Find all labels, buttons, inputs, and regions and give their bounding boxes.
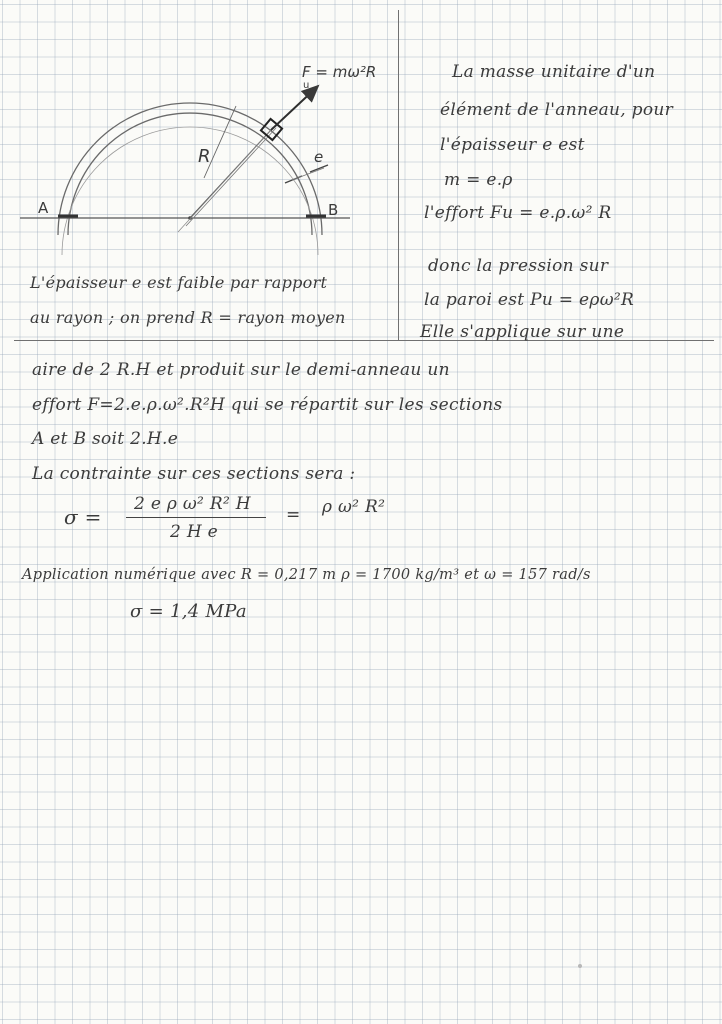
body-line-1: Elle s'applique sur une [420, 322, 625, 342]
note-right-4: m = e.ρ [444, 170, 513, 190]
note-right-2: élément de l'anneau, pour [440, 100, 674, 120]
force-arrow [271, 86, 318, 130]
ring-faint-arc [62, 127, 318, 255]
body-line-3: effort F=2.e.ρ.ω².R²H qui se répartit sur les sections [32, 395, 503, 415]
point-b-label: B [328, 201, 339, 219]
note-left-1: L'épaisseur e est faible par rapport [30, 273, 328, 292]
formula-numerator: 2 e ρ ω² R² H [134, 494, 251, 514]
paper-speck [578, 964, 582, 968]
force-label: F = mω²R [302, 63, 377, 81]
body-line-4: A et B soit 2.H.e [32, 429, 179, 449]
formula-equals: = [286, 505, 301, 525]
formula-sigma: σ = [64, 505, 102, 529]
body-line-5: La contrainte sur ces sections sera : [32, 464, 356, 484]
note-right-5: l'effort Fu = e.ρ.ω² R [424, 203, 612, 223]
formula-denominator: 2 H e [170, 522, 219, 542]
force-subscript: u [303, 80, 310, 91]
note-right-3: l'épaisseur e est [440, 135, 585, 155]
note-right-6: donc la pression sur [428, 256, 609, 276]
application-result: σ = 1,4 MPa [130, 601, 247, 622]
body-line-2: aire de 2 R.H et produit sur le demi-anneau un [32, 360, 450, 380]
application-line: Application numérique avec R = 0,217 m ρ = 1700 kg/m³ et ω = 157 rad/s [22, 567, 591, 583]
point-a-label: A [38, 199, 49, 217]
formula-fraction-bar [126, 517, 266, 518]
vertical-separator [398, 10, 399, 340]
radius-label: R [198, 146, 211, 167]
note-right-7: la paroi est Pu = eρω²R [424, 290, 635, 310]
thickness-label: e [314, 148, 324, 166]
ring-outer-arc [58, 103, 322, 235]
note-left-2: au rayon ; on prend R = rayon moyen [30, 308, 346, 327]
note-right-1: La masse unitaire d'un [452, 62, 656, 82]
formula-result: ρ ω² R² [322, 497, 386, 517]
